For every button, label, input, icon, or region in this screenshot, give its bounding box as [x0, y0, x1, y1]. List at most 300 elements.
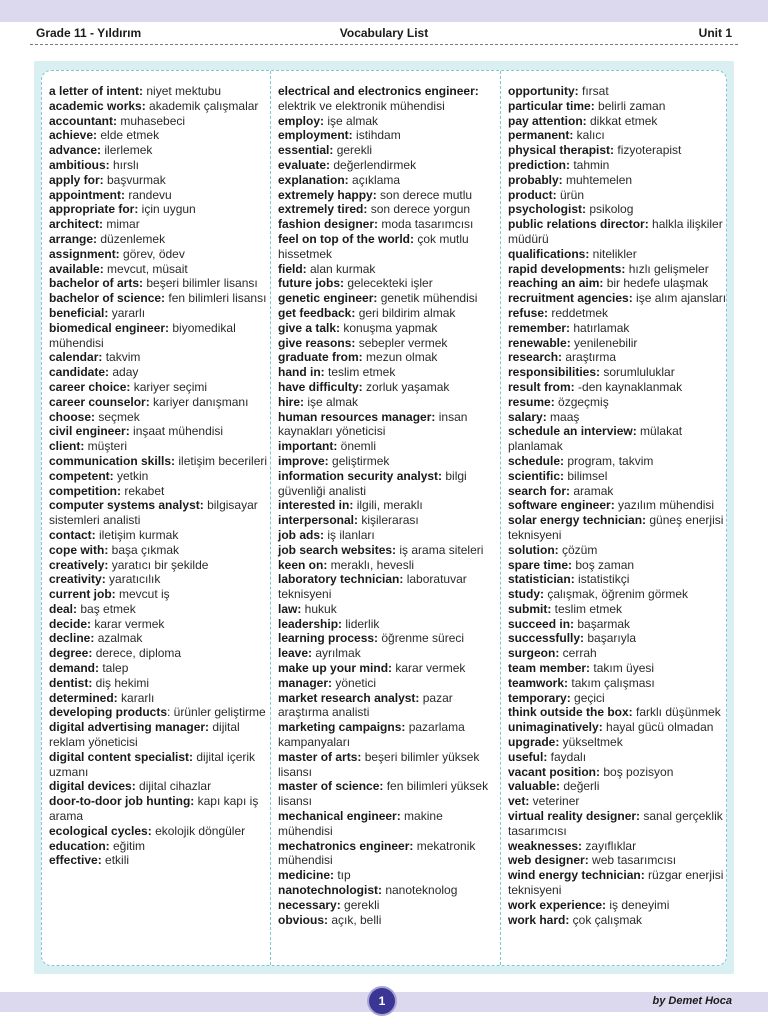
- vocabulary-definition: takvim: [102, 350, 141, 365]
- vocabulary-term: necessary:: [278, 897, 341, 912]
- vocabulary-entry: [508, 114, 730, 129]
- vocabulary-definition: randevu: [125, 187, 172, 202]
- vocabulary-entry: [49, 558, 271, 573]
- vocabulary-entry: [508, 454, 730, 469]
- vocabulary-term: computer systems analyst:: [49, 498, 204, 513]
- vocabulary-term: make up your mind:: [278, 661, 393, 676]
- vocabulary-entry: [508, 276, 730, 291]
- vocabulary-term: evaluate:: [278, 157, 331, 172]
- vocabulary-entry: [508, 469, 730, 484]
- vocabulary-entry: [278, 336, 500, 351]
- vocabulary-definition: rüzgar enerjisi teknisyeni: [508, 868, 724, 898]
- vocabulary-term: contact:: [49, 527, 96, 542]
- vocabulary-definition: dikkat etmek: [586, 113, 658, 128]
- vocabulary-term: teamwork:: [508, 675, 569, 690]
- vocabulary-definition: ayrılmak: [312, 646, 361, 661]
- vocabulary-definition: işe almak: [324, 113, 379, 128]
- vocabulary-term: keen on:: [278, 557, 328, 572]
- document-title: Vocabulary List: [339, 26, 429, 40]
- vocabulary-definition: takım çalışması: [568, 675, 655, 690]
- vocabulary-entry: [278, 898, 500, 913]
- vocabulary-term: choose:: [49, 409, 96, 424]
- vocabulary-term: accountant:: [49, 113, 118, 128]
- vocabulary-definition: boş pozisyon: [600, 764, 674, 779]
- page-number-badge: 1: [369, 988, 395, 1014]
- vocabulary-entry: [508, 913, 730, 928]
- vocabulary-entry: [278, 321, 500, 336]
- vocabulary-definition: meraklı, hevesli: [327, 557, 415, 572]
- vocabulary-entry: [508, 809, 730, 839]
- vocabulary-term: important:: [278, 439, 338, 454]
- vocabulary-term: extremely happy:: [278, 187, 377, 202]
- vocabulary-entry: [508, 513, 730, 543]
- vocabulary-term: particular time:: [508, 98, 595, 113]
- vocabulary-definition: niyet mektubu: [143, 84, 222, 98]
- vocabulary-term: medicine:: [278, 868, 335, 883]
- vocabulary-definition: farklı düşünmek: [632, 705, 721, 720]
- vocabulary-term: permanent:: [508, 128, 574, 143]
- vocabulary-entry: [49, 395, 271, 410]
- vocabulary-entry: [508, 750, 730, 765]
- vocabulary-definition: hukuk: [301, 601, 337, 616]
- vocabulary-term: succeed in:: [508, 616, 575, 631]
- vocabulary-definition: iletişim kurmak: [95, 527, 179, 542]
- vocabulary-definition: fırsat: [578, 84, 609, 98]
- vocabulary-definition: başvurmak: [103, 172, 166, 187]
- vocabulary-column-1: [49, 84, 271, 868]
- vocabulary-entry: [49, 617, 271, 632]
- vocabulary-term: fashion designer:: [278, 217, 379, 232]
- vocabulary-definition: halkla ilişkiler müdürü: [508, 217, 723, 246]
- vocabulary-definition: zorluk yaşamak: [362, 379, 450, 394]
- vocabulary-entry: [49, 424, 271, 439]
- vocabulary-definition: kariyer seçimi: [130, 379, 208, 394]
- vocabulary-term: digital advertising manager:: [49, 720, 210, 735]
- vocabulary-term: creativity:: [49, 572, 106, 587]
- vocabulary-definition: başa çıkmak: [108, 542, 180, 557]
- vocabulary-entry: [49, 232, 271, 247]
- vocabulary-entry: [508, 572, 730, 587]
- vocabulary-term: manager:: [278, 675, 333, 690]
- vocabulary-term: available:: [49, 261, 104, 276]
- vocabulary-definition: değerlendirmek: [330, 157, 417, 172]
- vocabulary-term: surgeon:: [508, 646, 560, 661]
- vocabulary-term: salary:: [508, 409, 547, 424]
- vocabulary-entry: [278, 173, 500, 188]
- vocabulary-definition: dijital cihazlar: [135, 779, 212, 794]
- vocabulary-definition: faydalı: [547, 749, 587, 764]
- vocabulary-definition: sorumluluklar: [600, 365, 675, 380]
- column-divider: [500, 71, 501, 965]
- vocabulary-term: electrical and electronics engineer:: [278, 84, 479, 98]
- vocabulary-entry: [508, 380, 730, 395]
- vocabulary-definition: seçmek: [95, 409, 140, 424]
- vocabulary-term: law:: [278, 601, 302, 616]
- vocabulary-entry: [49, 99, 271, 114]
- vocabulary-entry: [508, 602, 730, 617]
- vocabulary-term: education:: [49, 838, 110, 853]
- vocabulary-entry: [278, 395, 500, 410]
- vocabulary-term: employ:: [278, 113, 325, 128]
- vocabulary-definition: kapı kapı iş arama: [49, 794, 259, 824]
- vocabulary-term: current job:: [49, 587, 116, 602]
- vocabulary-entry: [278, 661, 500, 676]
- vocabulary-entry: [49, 262, 271, 277]
- vocabulary-term: work experience:: [508, 897, 607, 912]
- vocabulary-entry: [508, 631, 730, 646]
- vocabulary-entry: [508, 779, 730, 794]
- vocabulary-definition: mezun olmak: [362, 350, 438, 365]
- vocabulary-entry: [49, 439, 271, 454]
- vocabulary-definition: işe alım ajansları: [632, 291, 727, 306]
- vocabulary-term: interested in:: [278, 498, 354, 513]
- vocabulary-term: virtual reality designer:: [508, 809, 641, 824]
- vocabulary-entry: [508, 558, 730, 573]
- vocabulary-definition: açık, belli: [328, 912, 382, 927]
- vocabulary-definition: başarıyla: [584, 631, 637, 646]
- vocabulary-term: candidate:: [49, 365, 110, 380]
- vocabulary-definition: yenilenebilir: [570, 335, 638, 350]
- vocabulary-definition: muhtemelen: [562, 172, 633, 187]
- vocabulary-definition: makine mühendisi: [278, 809, 443, 838]
- vocabulary-definition: güneş enerjisi teknisyeni: [508, 513, 724, 542]
- vocabulary-entry: [49, 469, 271, 484]
- vocabulary-entry: [508, 676, 730, 691]
- vocabulary-entry: [508, 128, 730, 143]
- vocabulary-definition: nanoteknolog: [382, 883, 458, 898]
- vocabulary-entry: [278, 498, 500, 513]
- vocabulary-term: software engineer:: [508, 498, 615, 513]
- vocabulary-entry: [508, 720, 730, 735]
- vocabulary-entry: [278, 410, 500, 440]
- vocabulary-definition: mevcut iş: [115, 587, 170, 602]
- vocabulary-definition: psikolog: [586, 202, 634, 217]
- vocabulary-definition: çok mutlu hissetmek: [278, 231, 469, 261]
- vocabulary-definition: takım üyesi: [590, 661, 655, 676]
- vocabulary-definition: hatırlamak: [570, 320, 630, 335]
- vocabulary-definition: sebepler vermek: [355, 335, 448, 350]
- vocabulary-term: probably:: [508, 172, 563, 187]
- vocabulary-definition: öğrenme süreci: [378, 631, 465, 646]
- vocabulary-entry: [278, 572, 500, 602]
- vocabulary-entry: [49, 498, 271, 528]
- vocabulary-entry: [49, 217, 271, 232]
- vocabulary-entry: [278, 691, 500, 721]
- vocabulary-term: qualifications:: [508, 246, 590, 261]
- vocabulary-term: future jobs:: [278, 276, 344, 291]
- vocabulary-definition: rekabet: [121, 483, 165, 498]
- vocabulary-definition: tahmin: [570, 157, 610, 172]
- vocabulary-column-3: [508, 84, 730, 927]
- vocabulary-entry: [508, 853, 730, 868]
- vocabulary-term: job ads:: [278, 527, 325, 542]
- vocabulary-term: advance:: [49, 143, 102, 158]
- vocabulary-term: result from:: [508, 379, 575, 394]
- vocabulary-definition: bir hedefe ulaşmak: [603, 276, 709, 291]
- vocabulary-definition: görev, ödev: [119, 246, 185, 261]
- vocabulary-term: wind energy technician:: [508, 868, 645, 883]
- vocabulary-entry: [49, 705, 271, 720]
- vocabulary-term: appropriate for:: [49, 202, 139, 217]
- vocabulary-term: ecological cycles:: [49, 823, 152, 838]
- vocabulary-entry: [278, 602, 500, 617]
- vocabulary-entry: [508, 321, 730, 336]
- vocabulary-entry: [508, 868, 730, 898]
- vocabulary-entry: [278, 617, 500, 632]
- vocabulary-definition: biyomedikal mühendisi: [49, 320, 236, 350]
- vocabulary-term: scientific:: [508, 468, 565, 483]
- vocabulary-term: refuse:: [508, 305, 549, 320]
- vocabulary-term: schedule an interview:: [508, 424, 637, 439]
- vocabulary-entry: [49, 158, 271, 173]
- vocabulary-entry: [278, 779, 500, 809]
- vocabulary-definition: reddetmek: [548, 305, 609, 320]
- vocabulary-term: work hard:: [508, 912, 570, 927]
- vocabulary-entry: [278, 513, 500, 528]
- vocabulary-entry: [508, 99, 730, 114]
- vocabulary-entry: [508, 365, 730, 380]
- vocabulary-entry: [278, 883, 500, 898]
- vocabulary-definition: insan kaynakları yöneticisi: [278, 409, 468, 439]
- vocabulary-entry: [508, 202, 730, 217]
- vocabulary-entry: [278, 439, 500, 454]
- vocabulary-definition: eğitim: [109, 838, 146, 853]
- vocabulary-entry: [508, 617, 730, 632]
- vocabulary-entry: [49, 646, 271, 661]
- vocabulary-definition: mülakat planlamak: [508, 424, 683, 454]
- vocabulary-definition: yaratıcı bir şekilde: [108, 557, 209, 572]
- vocabulary-definition: değerli: [560, 779, 600, 794]
- vocabulary-entry: [278, 217, 500, 232]
- vocabulary-term: digital content specialist:: [49, 749, 194, 764]
- vocabulary-entry: [49, 188, 271, 203]
- vocabulary-definition: dijital içerik uzmanı: [49, 749, 256, 779]
- vocabulary-term: achieve:: [49, 128, 98, 143]
- vocabulary-definition: önemli: [337, 439, 377, 454]
- vocabulary-entry: [49, 114, 271, 129]
- vocabulary-definition: muhasebeci: [117, 113, 186, 128]
- vocabulary-term: submit:: [508, 601, 552, 616]
- vocabulary-term: physical therapist:: [508, 143, 615, 158]
- vocabulary-term: interpersonal:: [278, 513, 359, 528]
- vocabulary-definition: kişilerarası: [358, 513, 419, 528]
- vocabulary-definition: gelecekteki işler: [344, 276, 433, 291]
- vocabulary-entry: [278, 454, 500, 469]
- vocabulary-entry: [278, 262, 500, 277]
- vocabulary-term: dentist:: [49, 675, 93, 690]
- vocabulary-definition: belirli zaman: [594, 98, 666, 113]
- vocabulary-term: rapid developments:: [508, 261, 626, 276]
- vocabulary-term: pay attention:: [508, 113, 587, 128]
- vocabulary-term: solution:: [508, 542, 559, 557]
- vocabulary-entry: [278, 528, 500, 543]
- vocabulary-entry: [49, 306, 271, 321]
- vocabulary-definition: liderlik: [342, 616, 380, 631]
- vocabulary-term: public relations director:: [508, 217, 649, 232]
- vocabulary-term: human resources manager:: [278, 409, 436, 424]
- vocabulary-definition: karar vermek: [91, 616, 165, 631]
- vocabulary-term: leadership:: [278, 616, 343, 631]
- vocabulary-term: nanotechnologist:: [278, 883, 382, 898]
- vocabulary-entry: [508, 84, 730, 99]
- vocabulary-term: explanation:: [278, 172, 349, 187]
- vocabulary-term: information security analyst:: [278, 468, 443, 483]
- vocabulary-term: study:: [508, 587, 544, 602]
- vocabulary-definition: istihdam: [352, 128, 401, 143]
- vocabulary-term: master of science:: [278, 779, 384, 794]
- vocabulary-term: assignment:: [49, 246, 120, 261]
- vocabulary-definition: bilgisayar sistemleri analisti: [49, 498, 258, 528]
- vocabulary-term: beneficial:: [49, 305, 109, 320]
- vocabulary-entry: [278, 720, 500, 750]
- vocabulary-definition: beşeri bilimler lisansı: [143, 276, 258, 291]
- vocabulary-entry: [508, 424, 730, 454]
- vocabulary-definition: son derece mutlu: [376, 187, 473, 202]
- vocabulary-term: think outside the box:: [508, 705, 633, 720]
- vocabulary-entry: [508, 735, 730, 750]
- vocabulary-entry: [49, 173, 271, 188]
- vocabulary-entry: [49, 691, 271, 706]
- vocabulary-entry: [49, 143, 271, 158]
- vocabulary-definition: yazılım mühendisi: [614, 498, 715, 513]
- vocabulary-term: cope with:: [49, 542, 109, 557]
- vocabulary-definition: etkili: [101, 853, 130, 868]
- vocabulary-entry: [49, 321, 271, 351]
- vocabulary-entry: [278, 232, 500, 262]
- vocabulary-entry: [278, 128, 500, 143]
- vocabulary-term: feel on top of the world:: [278, 231, 414, 246]
- vocabulary-term: graduate from:: [278, 350, 363, 365]
- vocabulary-entry: [508, 661, 730, 676]
- vocabulary-term: biomedical engineer:: [49, 320, 170, 335]
- vocabulary-entry: [278, 558, 500, 573]
- vocabulary-definition: inşaat mühendisi: [129, 424, 224, 439]
- vocabulary-entry: [49, 484, 271, 499]
- vocabulary-definition: maaş: [546, 409, 580, 424]
- vocabulary-entry: [508, 188, 730, 203]
- vocabulary-entry: [49, 572, 271, 587]
- vocabulary-entry: [508, 143, 730, 158]
- vocabulary-definition: iş arama siteleri: [396, 542, 484, 557]
- vocabulary-definition: genetik mühendisi: [377, 291, 478, 306]
- vocabulary-term: hire:: [278, 394, 305, 409]
- vocabulary-definition: araştırma: [562, 350, 617, 365]
- vocabulary-term: job search websites:: [278, 542, 397, 557]
- vocabulary-entry: [508, 898, 730, 913]
- vocabulary-entry: [508, 217, 730, 247]
- vocabulary-term: arrange:: [49, 231, 98, 246]
- vocabulary-entry: [508, 587, 730, 602]
- vocabulary-term: bachelor of science:: [49, 291, 166, 306]
- vocabulary-entry: [508, 839, 730, 854]
- vocabulary-definition: pazarlama kampanyaları: [278, 720, 465, 750]
- vocabulary-entry: [278, 913, 500, 928]
- vocabulary-entry: [49, 750, 271, 780]
- vocabulary-definition: ürün: [556, 187, 585, 202]
- vocabulary-definition: laboratuvar teknisyeni: [278, 572, 467, 602]
- vocabulary-definition: yönetici: [332, 675, 377, 690]
- vocabulary-term: vacant position:: [508, 764, 601, 779]
- vocabulary-definition: geri bildirim almak: [355, 305, 456, 320]
- vocabulary-definition: iletişim becerileri: [175, 453, 268, 468]
- vocabulary-term: mechanical engineer:: [278, 809, 401, 824]
- vocabulary-term: have difficulty:: [278, 379, 363, 394]
- vocabulary-term: responsibilities:: [508, 365, 601, 380]
- vocabulary-entry: [49, 202, 271, 217]
- vocabulary-entry: [278, 84, 500, 114]
- vocabulary-term: employment:: [278, 128, 353, 143]
- vocabulary-entry: [278, 631, 500, 646]
- vocabulary-term: team member:: [508, 661, 591, 676]
- vocabulary-term: market research analyst:: [278, 690, 420, 705]
- page-header: [36, 26, 732, 42]
- vocabulary-entry: [508, 794, 730, 809]
- vocabulary-entry: [49, 779, 271, 794]
- vocabulary-term: calendar:: [49, 350, 103, 365]
- vocabulary-term: statistician:: [508, 572, 575, 587]
- vocabulary-term: deal:: [49, 601, 78, 616]
- vocabulary-definition: fen bilimleri yüksek lisansı: [278, 779, 489, 809]
- vocabulary-entry: [278, 839, 500, 869]
- vocabulary-definition: çözüm: [558, 542, 598, 557]
- vocabulary-term: psychologist:: [508, 202, 587, 217]
- vocabulary-term: extremely tired:: [278, 202, 368, 217]
- vocabulary-term: renewable:: [508, 335, 571, 350]
- vocabulary-term: demand:: [49, 661, 100, 676]
- vocabulary-definition: ilgili, meraklı: [353, 498, 423, 513]
- vocabulary-term: valuable:: [508, 779, 561, 794]
- vocabulary-term: degree:: [49, 646, 93, 661]
- header-divider: [30, 44, 738, 45]
- vocabulary-term: digital devices:: [49, 779, 136, 794]
- vocabulary-entry: [278, 543, 500, 558]
- vocabulary-definition: son derece yorgun: [367, 202, 471, 217]
- author-signature: by Demet Hoca: [652, 995, 732, 1007]
- vocabulary-definition: karar vermek: [392, 661, 466, 676]
- unit-label: Unit 1: [698, 26, 732, 40]
- vocabulary-definition: müşteri: [84, 439, 128, 454]
- vocabulary-definition: zayıflıklar: [582, 838, 637, 853]
- vocabulary-definition: fizyoterapist: [614, 143, 682, 158]
- vocabulary-term: search for:: [508, 483, 571, 498]
- vocabulary-entry: [278, 646, 500, 661]
- vocabulary-term: obvious:: [278, 912, 328, 927]
- vocabulary-entry: [49, 824, 271, 839]
- vocabulary-term: effective:: [49, 853, 102, 868]
- vocabulary-definition: işe almak: [304, 394, 359, 409]
- vocabulary-entry: [508, 336, 730, 351]
- vocabulary-term: resume:: [508, 394, 555, 409]
- vocabulary-entry: [49, 661, 271, 676]
- vocabulary-definition: teslim etmek: [324, 365, 396, 380]
- vocabulary-term: genetic engineer:: [278, 291, 378, 306]
- vocabulary-term: upgrade:: [508, 735, 560, 750]
- vocabulary-definition: azalmak: [94, 631, 143, 646]
- vocabulary-entry: [49, 365, 271, 380]
- vocabulary-term: academic works:: [49, 98, 146, 113]
- vocabulary-term: marketing campaigns:: [278, 720, 406, 735]
- vocabulary-definition: bilimsel: [564, 468, 608, 483]
- vocabulary-entry: [49, 794, 271, 824]
- vocabulary-definition: açıklama: [348, 172, 401, 187]
- vocabulary-definition: pazar araştırma analisti: [278, 690, 453, 720]
- vocabulary-entry: [49, 291, 271, 306]
- vocabulary-definition: beşeri bilimler yüksek lisansı: [278, 749, 480, 779]
- vocabulary-term: creatively:: [49, 557, 109, 572]
- vocabulary-term: spare time:: [508, 557, 573, 572]
- vocabulary-definition: -den kaynaklanmak: [574, 379, 683, 394]
- vocabulary-definition: iş deneyimi: [606, 897, 670, 912]
